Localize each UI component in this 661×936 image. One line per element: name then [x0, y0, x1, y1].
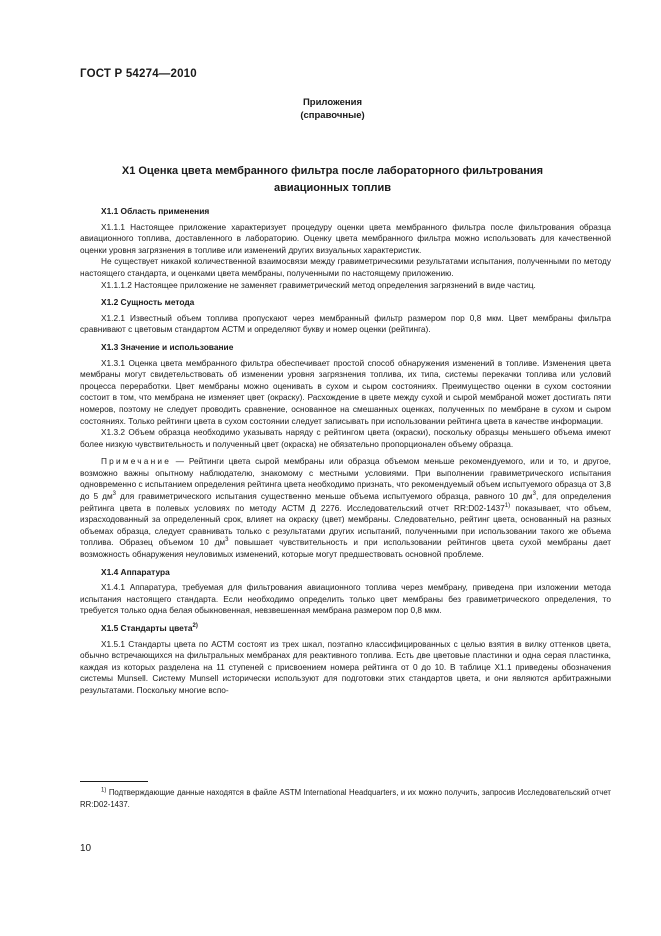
- note-sup-1: 3: [112, 491, 117, 498]
- footnote-text: Подтверждающие данные находятся в файле ASTM International Headquarters, и их можно получить, запросив Исследовательский отчет RR:D02-1437.: [80, 788, 611, 809]
- note-text-4: показывает, что объем, израсходованный за определенный срок, влияет на окраску (цвет) мембраны. Следовательно, рейтинг цвета, основанный на разных объемах образца, следует сравнивать только с результатами других испытаний, полученными при использовании такого же объема топлива. Образец объемом 10 дм: [80, 502, 612, 548]
- note-footnote-ref: 1): [504, 502, 511, 509]
- paragraph-x1-3-1: X1.3.1 Оценка цвета мембранного фильтра обеспечивает простой способ обнаружения изменений в топливе. Изменения цвета мембраны могут свидетельствовать об изменении уровня загрязнения топлива, их типа, системы перекачки топлива или условий процесса переработки. Цвет мембраны можно оценивать в сухом и сыром состояниях. Преимущество оценки в сухом состоянии состоит в том, что мембрана не изменяет цвет (окраску). Расхождение в цвете между сухой и сырой мембраной может достигать пяти номеров, поэтому не следует проводить сравнение, основанное на смешанных оценках, полученных по мембране в сухом и сыром состояниях. Только рейтинги цвета в сухом состоянии следует записывать при использовании рейтинга цвета в качестве информации.: [80, 357, 611, 426]
- heading-x1-3: X1.3 Значение и использование: [101, 341, 234, 352]
- heading-x1-2: X1.2 Сущность метода: [101, 297, 195, 308]
- standard-header: ГОСТ Р 54274—2010: [80, 68, 197, 80]
- heading-x1-5: [80, 623, 611, 635]
- footnote-mark: 1): [101, 787, 107, 794]
- note-text-2: для гравиметрического испытания существенно меньше объема испытуемого образца, равного 10 дм: [116, 491, 533, 502]
- note-text-5: повышает чувствительность и при использовании рейтингов цвета сухой мембраны дает возможность обнаружения неуловимых изменений, которые могут предшествовать основной проблеме.: [80, 537, 611, 560]
- heading-x1-5-text: X1.5 Стандарты цвета: [101, 623, 193, 633]
- document-body: [80, 206, 611, 697]
- note-text-3: , для определения рейтинга цвета в полевых условиях по методу АСТМ Д 2276. Исследовательский отчет RR:D02-1437: [80, 491, 611, 513]
- paragraph-x1-3-2: X1.3.2 Объем образца необходимо указывать наряду с рейтингом цвета (окраски), поскольку образцы меньшего объема имеют более низкую чувствительность и полученный цвет (окраска) не обязательно пропорционален объему образца.: [80, 427, 611, 449]
- paragraph-x1-5-1: X1.5.1 Стандарты цвета по АСТМ состоят из трех шкал, поэтапно классифицированных с целью взятия в вилку оттенков цвета, обычно встречающихся на фильтральных мембранах для реактивного топлива. Есть две цветовые пластинки и одна серая пластинка, каждая из которых разделена на 11 ступеней с присвоением номера рейтинга от 0 до 10. В таблице X1.1 приведены обозначения системы Munsell. Систему Munsell исторически используют для подготовки этих стандартов цвета, и они являются арбитражными результатами. Поскольку многие вспо-: [80, 638, 611, 695]
- appendix-subtitle: (справочные): [300, 110, 365, 121]
- note-text-1: — Рейтинги цвета сырой мембраны или образца объемом меньше рекомендуемого, или и то, и другое, возможно важны опытному наблюдателю, знакомому с местными условиями. При выполнении гравиметрического испытания одновременно с испытанием определения рейтинга цвета необходимо признать, что рекомендуемый объем испытуемого образца от 3,8 до 5 дм: [80, 456, 611, 502]
- heading-x1-4: X1.4 Аппаратура: [101, 566, 170, 577]
- section-title: [80, 163, 585, 197]
- paragraph-x1-1-1-1: Не существует никакой количественной взаимосвязи между гравиметрическими результатами испытания, полученными по методу настоящего стандарта, и оценками цвета мембраны, полученными по настоящему приложению.: [80, 256, 611, 278]
- page-number: 10: [80, 843, 92, 854]
- heading-x1-1: X1.1 Область применения: [101, 206, 210, 216]
- footnote-divider: [80, 781, 148, 782]
- paragraph-x1-1-1-2: X1.1.1.2 Настоящее приложение не заменяет гравиметрический метод определения загрязнений в виде частиц.: [101, 279, 536, 290]
- heading-x1-5-sup: 2): [192, 623, 198, 630]
- paragraph-x1-2-1: X1.2.1 Известный объем топлива пропускают через мембранный фильтр размером пор 0,8 мкм. Цвет мембраны фильтра сравнивают с цветовым стандартом АСТМ и определяют букву и номер оценки (рейтинга).: [80, 312, 611, 335]
- note-paragraph: [80, 456, 611, 560]
- note-sup-3: 3: [225, 537, 229, 544]
- section-title-line1: X1 Оценка цвета мембранного фильтра после лабораторного фильтрования: [121, 165, 544, 177]
- section-title-line2: авиационных топлив: [274, 182, 391, 194]
- paragraph-x1-4-1: X1.4.1 Аппаратура, требуемая для фильтрования авиационного топлива через мембрану, приведена при изложении метода испытания настоящего стандарта. Если необходимо определить только цвет мембраны без гравиметрического определения, то требуется только одна белая обыкновенная, невзвешенная мембрана размером пор 0,8 мкм.: [80, 582, 611, 616]
- note-label: Примечание: [101, 456, 172, 467]
- appendix-title: Приложения: [302, 97, 363, 108]
- paragraph-x1-1-1: X1.1.1 Настоящее приложение характеризует процедуру оценки цвета мембранного фильтра после фильтрования образца авиационного топлива, доставленного в лабораторию. Оценку цвета мембранного фильтра можно использовать для качественной оценки уровня загрязнения в топливе или изменений других визуальных характеристик.: [80, 221, 611, 255]
- footnote: [80, 787, 611, 810]
- note-sup-2: 3: [532, 491, 536, 498]
